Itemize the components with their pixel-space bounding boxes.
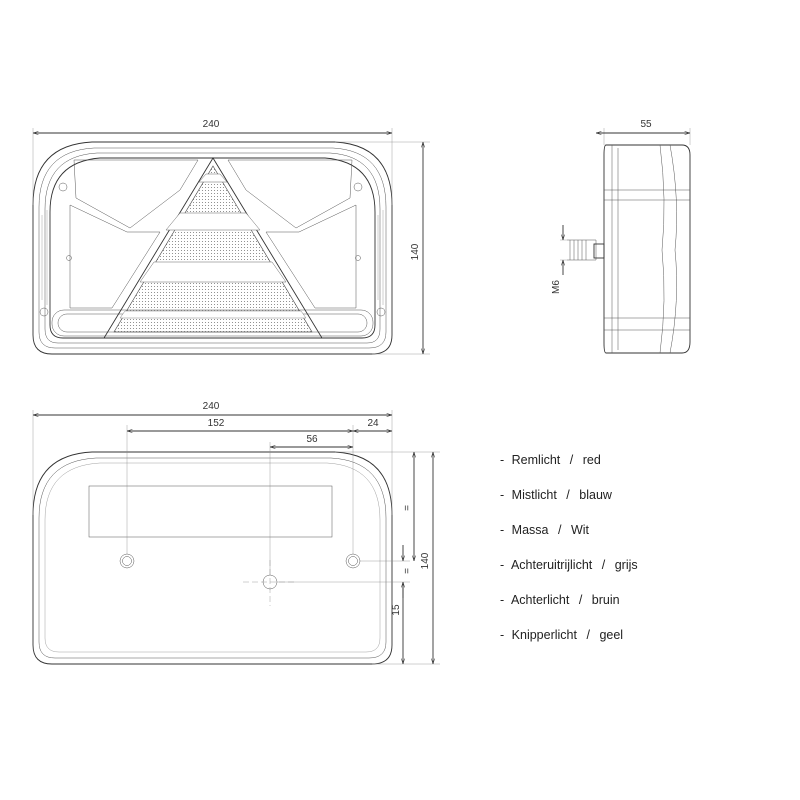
legend-color: Wit: [570, 523, 589, 537]
legend-item: [500, 558, 638, 572]
legend-separator: /: [569, 453, 574, 467]
dim-bolt-thread: [551, 225, 567, 294]
equal-mark-lower: =: [402, 568, 413, 574]
dim-back-edge-offset-label: 24: [367, 418, 379, 429]
legend-function: Remlicht: [511, 453, 561, 467]
dim-bolt-thread-label: M6: [551, 280, 562, 294]
equal-mark-upper: =: [402, 505, 413, 511]
legend-prefix: -: [500, 523, 505, 537]
legend-function: Achteruitrijlicht: [510, 558, 593, 572]
dim-back-width-label: 240: [202, 401, 220, 412]
legend-separator: /: [578, 593, 583, 607]
dim-front-height-label: 140: [410, 243, 421, 261]
dim-back-vertical-stack: [277, 452, 414, 664]
legend-function: Massa: [511, 523, 549, 537]
dim-back-height: [335, 452, 440, 664]
dim-back-center-offset: [270, 434, 353, 575]
side-view: [567, 145, 690, 353]
legend-function: Achterlicht: [510, 593, 570, 607]
legend-item: [500, 453, 601, 467]
dim-back-bottom-offset-label: 15: [391, 604, 402, 616]
legend-function: Mistlicht: [511, 488, 557, 502]
legend-prefix: -: [500, 628, 505, 642]
legend-prefix: -: [500, 558, 505, 572]
dim-side-depth: [596, 119, 690, 145]
legend-item: [500, 488, 613, 502]
legend-separator: /: [566, 488, 570, 502]
legend-item: [500, 593, 620, 607]
dim-side-depth-label: 55: [640, 119, 652, 130]
legend-prefix: -: [500, 488, 505, 502]
legend-color: blauw: [579, 488, 612, 502]
dim-front-width-label: 240: [202, 119, 220, 130]
legend-separator: /: [586, 628, 590, 642]
legend-separator: /: [601, 558, 606, 572]
legend-color: geel: [599, 628, 624, 642]
dim-back-height-label: 140: [420, 552, 431, 570]
dim-back-bolt-spacing-label: 152: [207, 418, 225, 429]
legend-item: [500, 523, 590, 537]
dim-front-height: [335, 142, 430, 354]
legend-color: bruin: [591, 593, 620, 607]
dim-back-center-offset-label: 56: [306, 434, 318, 445]
front-view: [33, 142, 392, 354]
legend-color: grijs: [614, 558, 638, 572]
wire-color-legend: [500, 453, 638, 642]
legend-color: red: [582, 453, 601, 467]
legend-separator: /: [557, 523, 562, 537]
legend-item: [500, 628, 623, 642]
legend-prefix: -: [500, 453, 505, 467]
back-view: [33, 452, 392, 664]
legend-prefix: -: [500, 593, 505, 607]
dim-back-edge-offset: [353, 418, 392, 431]
legend-function: Knipperlicht: [511, 628, 577, 642]
